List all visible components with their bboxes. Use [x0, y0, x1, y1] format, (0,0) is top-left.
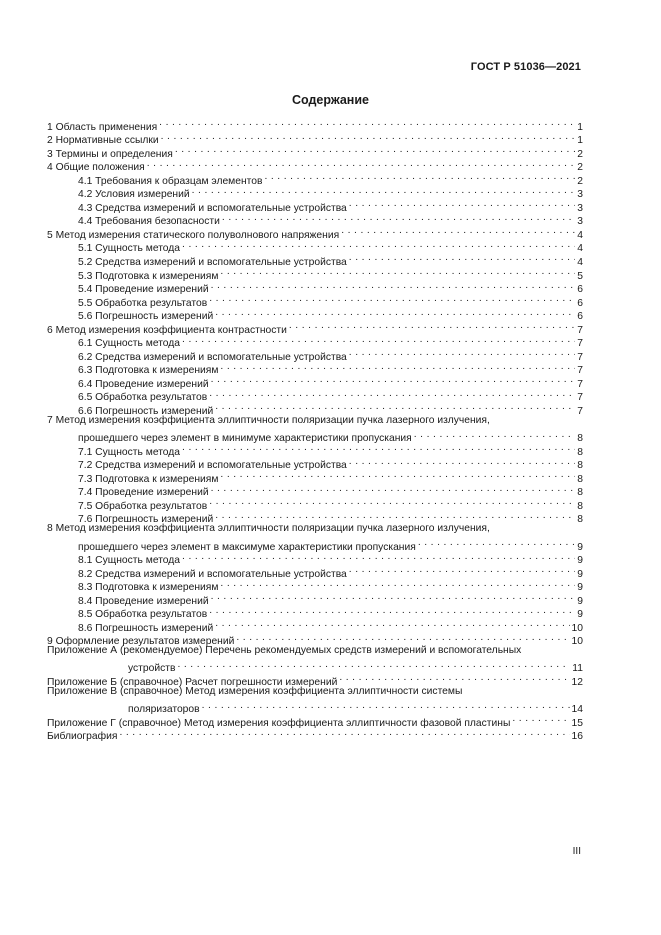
toc-entry[interactable]: [47, 658, 583, 675]
toc-entry-title: 6.2 Средства измерений и вспомогательные устройства: [78, 351, 347, 363]
dot-leader: [161, 130, 576, 144]
toc-entry-page: 10: [571, 622, 583, 634]
toc-entry-title: 1 Область применения: [47, 121, 158, 133]
toc-entry-title: 4.3 Средства измерений и вспомогательные устройства: [78, 202, 347, 214]
table-of-contents: [47, 116, 583, 743]
dot-leader: [211, 279, 576, 293]
dot-leader: [222, 211, 575, 225]
toc-entry-title: прошедшего через элемент в минимуме характеристики пропускания: [78, 433, 412, 445]
toc-entry[interactable]: [47, 116, 583, 133]
toc-entry-page: 9: [577, 555, 583, 567]
toc-entry-title: прошедшего через элемент в максимуме характеристики пропускания: [78, 541, 416, 553]
dot-leader: [349, 455, 575, 469]
toc-entry[interactable]: [47, 726, 583, 743]
toc-entry-line[interactable]: 7 Метод измерения коэффициента эллиптичности поляризации пучка лазерного излучения,: [47, 415, 490, 427]
toc-entry-title: 8.5 Обработка результатов: [78, 609, 208, 621]
dot-leader: [182, 238, 575, 252]
document-header: ГОСТ Р 51036—2021: [470, 61, 581, 73]
toc-entry-page: 4: [577, 243, 583, 255]
dot-leader: [339, 671, 569, 685]
toc-entry-page: 3: [577, 189, 583, 201]
toc-entry-title: 7.4 Проведение измерений: [78, 487, 209, 499]
toc-entry-title: 5.2 Средства измерений и вспомогательные устройства: [78, 257, 347, 269]
toc-entry-page: 10: [571, 636, 583, 648]
toc-entry-title: 4.4 Требования безопасности: [78, 216, 220, 228]
dot-leader: [211, 590, 576, 604]
toc-entry-title: 7.1 Сущность метода: [78, 446, 181, 458]
dot-leader: [119, 726, 569, 740]
toc-entry-page: 9: [577, 609, 583, 621]
dot-leader: [418, 536, 575, 550]
toc-entry-title: 8.6 Погрешность измерений: [78, 622, 214, 634]
toc-entry-title: поляризаторов: [128, 704, 200, 716]
toc-entry-page: 7: [577, 338, 583, 350]
dot-leader: [182, 550, 575, 564]
dot-leader: [220, 360, 575, 374]
toc-entry-page: 8: [577, 446, 583, 458]
toc-entry-line[interactable]: Приложение В (справочное) Метод измерения коэффициента эллиптичности системы: [47, 685, 463, 697]
toc-title: Содержание: [291, 93, 369, 107]
toc-entry-page: 7: [577, 406, 583, 418]
toc-entry-page: 8: [577, 487, 583, 499]
toc-entry-page: 3: [577, 202, 583, 214]
dot-leader: [215, 617, 569, 631]
toc-entry-title: 7.6 Погрешность измерений: [78, 514, 214, 526]
dot-leader: [289, 319, 575, 333]
dot-leader: [349, 563, 575, 577]
dot-leader: [341, 224, 575, 238]
dot-leader: [182, 333, 575, 347]
toc-entry-page: 8: [577, 514, 583, 526]
toc-entry-title: 5 Метод измерения статического полуволнового напряжения: [47, 229, 340, 241]
toc-entry-page: 7: [577, 324, 583, 336]
toc-entry-title: 6.6 Погрешность измерений: [78, 406, 214, 418]
toc-entry[interactable]: [47, 536, 583, 553]
toc-entry-title: 5.6 Погрешность измерений: [78, 311, 214, 323]
toc-entry-page: 8: [577, 500, 583, 512]
toc-entry-page: 7: [577, 351, 583, 363]
toc-entry-title: 4.1 Требования к образцам элементов: [78, 175, 263, 187]
toc-entry-title: Приложение Г (справочное) Метод измерения коэффициента эллиптичности фазовой пластины: [47, 717, 511, 729]
toc-entry-title: 8.4 Проведение измерений: [78, 595, 209, 607]
toc-entry-title: 7.2 Средства измерений и вспомогательные устройства: [78, 460, 347, 472]
toc-entry-line[interactable]: Приложение А (рекомендуемое) Перечень рекомендуемых средств измерений и вспомогательных: [47, 645, 522, 657]
toc-entry-page: 8: [577, 460, 583, 472]
toc-entry-page: 8: [577, 473, 583, 485]
toc-entry-title: 8.3 Подготовка к измерениям: [78, 582, 219, 594]
toc-entry-page: 9: [577, 568, 583, 580]
dot-leader: [209, 387, 575, 401]
dot-leader: [202, 699, 570, 713]
toc-entry-title: 3 Термины и определения: [47, 148, 173, 160]
dot-leader: [414, 428, 576, 442]
toc-entry-page: 1: [577, 135, 583, 147]
toc-entry-page: 2: [577, 148, 583, 160]
toc-entry-page: 11: [572, 663, 583, 675]
dot-leader: [209, 495, 575, 509]
dot-leader: [182, 441, 575, 455]
toc-entry-page: 6: [577, 284, 583, 296]
toc-entry-page: 5: [577, 270, 583, 282]
dot-leader: [264, 170, 575, 184]
dot-leader: [220, 468, 575, 482]
toc-entry[interactable]: [47, 428, 583, 445]
dot-leader: [512, 712, 569, 726]
toc-entry-page: 9: [577, 582, 583, 594]
toc-entry-page: 7: [577, 365, 583, 377]
dot-leader: [192, 184, 576, 198]
toc-entry-title: 8.1 Сущность метода: [78, 555, 181, 567]
toc-entry-page: 4: [577, 257, 583, 269]
dot-leader: [349, 197, 575, 211]
toc-entry-title: 6.1 Сущность метода: [78, 338, 181, 350]
toc-entry-title: 6.5 Обработка результатов: [78, 392, 208, 404]
dot-leader: [147, 157, 576, 171]
toc-entry-page: 14: [571, 704, 583, 716]
toc-entry-title: устройств: [128, 663, 176, 675]
dot-leader: [177, 658, 570, 672]
dot-leader: [215, 509, 575, 523]
toc-entry-title: 2 Нормативные ссылки: [47, 135, 159, 147]
toc-entry-title: 4 Общие положения: [47, 162, 145, 174]
dot-leader: [215, 400, 575, 414]
toc-entry-page: 8: [577, 433, 583, 445]
dot-leader: [209, 604, 575, 618]
toc-entry[interactable]: [47, 699, 583, 716]
dot-leader: [211, 482, 576, 496]
toc-entry-title: 9 Оформление результатов измерений: [47, 636, 235, 648]
toc-entry-title: Библиография: [47, 731, 118, 743]
toc-entry-title: 6.4 Проведение измерений: [78, 378, 209, 390]
dot-leader: [220, 577, 575, 591]
toc-entry-title: 7.5 Обработка результатов: [78, 500, 208, 512]
dot-leader: [211, 373, 576, 387]
page-number: III: [572, 846, 581, 857]
toc-entry-page: 3: [577, 216, 583, 228]
dot-leader: [209, 292, 575, 306]
toc-entry-page: 9: [577, 595, 583, 607]
toc-entry-title: 7.3 Подготовка к измерениям: [78, 473, 219, 485]
toc-entry-page: 6: [577, 311, 583, 323]
toc-entry-title: 5.4 Проведение измерений: [78, 284, 209, 296]
toc-entry-title: 4.2 Условия измерений: [78, 189, 190, 201]
toc-entry-title: Приложение Б (справочное) Расчет погрешности измерений: [47, 676, 338, 688]
toc-entry-line[interactable]: 8 Метод измерения коэффициента эллиптичности поляризации пучка лазерного излучения,: [47, 523, 490, 535]
dot-leader: [175, 143, 575, 157]
toc-entry-page: 9: [577, 541, 583, 553]
toc-entry-page: 1: [577, 121, 583, 133]
dot-leader: [220, 265, 575, 279]
dot-leader: [159, 116, 575, 130]
dot-leader: [236, 631, 569, 645]
toc-entry-title: 8.2 Средства измерений и вспомогательные устройства: [78, 568, 347, 580]
toc-entry-page: 7: [577, 378, 583, 390]
toc-entry-title: 5.5 Обработка результатов: [78, 297, 208, 309]
toc-entry-title: 5.3 Подготовка к измерениям: [78, 270, 219, 282]
dot-leader: [349, 346, 575, 360]
toc-entry-title: 6.3 Подготовка к измерениям: [78, 365, 219, 377]
toc-entry-title: 6 Метод измерения коэффициента контрастности: [47, 324, 287, 336]
dot-leader: [349, 251, 575, 265]
toc-entry-page: 7: [577, 392, 583, 404]
toc-entry-page: 4: [577, 229, 583, 241]
dot-leader: [215, 306, 575, 320]
toc-entry-title: 5.1 Сущность метода: [78, 243, 181, 255]
toc-entry-page: 2: [577, 175, 583, 187]
toc-entry-page: 12: [571, 676, 583, 688]
toc-entry-page: 6: [577, 297, 583, 309]
toc-entry-page: 2: [577, 162, 583, 174]
toc-entry-page: 16: [571, 731, 583, 743]
toc-entry-page: 15: [571, 717, 583, 729]
